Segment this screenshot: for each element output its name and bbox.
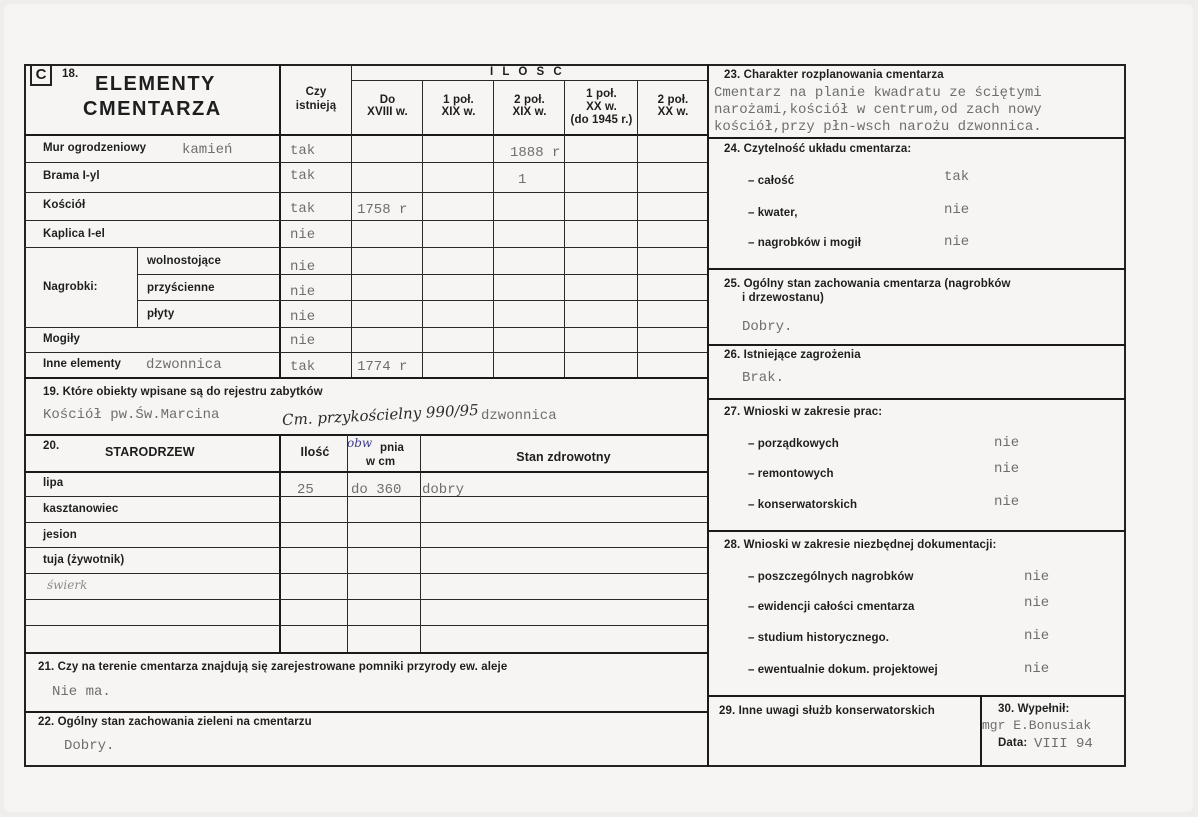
s20-v-1	[279, 434, 281, 652]
s18-num: 18.	[62, 68, 79, 80]
s20-row-kasztanowiec: kasztanowiec	[43, 503, 119, 515]
s18-v-5	[637, 80, 638, 377]
s24-item-3: – nagrobków i mogił	[748, 237, 862, 249]
s25-bottom	[707, 344, 1126, 346]
lipa-pnia: do 360	[351, 482, 402, 498]
s20-row-line	[24, 522, 707, 523]
row-line	[24, 327, 707, 328]
s19-typed-1: Kościół pw.Św.Marcina	[43, 407, 220, 423]
nagrobki-sub-1: wolnostojące	[147, 255, 222, 267]
row-line	[24, 162, 707, 163]
kosciol-czy: tak	[290, 201, 316, 217]
s24-val-2: nie	[944, 202, 970, 218]
kosciol-val: 1758 r	[357, 202, 408, 218]
mur-typed: kamień	[182, 142, 233, 158]
s20-row-line	[24, 547, 707, 548]
s18-title-2: CMENTARZA	[83, 98, 222, 120]
row-label-mur: Mur ogrodzeniowy	[43, 142, 147, 154]
s23-line-2: narożami,kościół w centrum,od zach nowy	[714, 102, 1042, 118]
row-line	[24, 352, 707, 353]
czy-header-1: Czy	[305, 86, 327, 98]
col-header-2: 1 poł. XIX w.	[441, 94, 476, 118]
col-header-4: 1 poł. XX w. (do 1945 r.)	[570, 88, 633, 126]
kaplica-czy: nie	[290, 227, 316, 243]
row-line	[24, 192, 707, 193]
s26-title: 26. Istniejące zagrożenia	[724, 349, 861, 361]
s28-val-1: nie	[1024, 569, 1050, 585]
nagrobki-v	[137, 247, 138, 327]
s28-item-1: – poszczególnych nagrobków	[748, 571, 914, 583]
section-letter: C	[30, 64, 52, 86]
s18-bottom	[24, 377, 707, 379]
s20-extra-handwritten: świerk	[47, 578, 88, 592]
s24-bottom	[707, 268, 1126, 270]
s28-val-2: nie	[1024, 595, 1050, 611]
row-label-mogily: Mogiły	[43, 333, 81, 345]
mur-czy: tak	[290, 143, 316, 159]
s21-title: 21. Czy na terenie cmentarza znajdują się zarejestrowane pomniki przyrody ew. aleje	[38, 661, 508, 673]
s28-val-3: nie	[1024, 628, 1050, 644]
nagrobki-czy-1: nie	[290, 259, 316, 275]
s18-v-4	[564, 80, 565, 377]
nagrobki-czy-2: nie	[290, 284, 316, 300]
s27-item-3: – konserwatorskich	[748, 499, 858, 511]
s19-title: 19. Które obiekty wpisane są do rejestru zabytków	[43, 386, 323, 398]
ilosc-line	[352, 80, 707, 81]
row-label-brama: Brama I-yl	[43, 170, 100, 182]
nagrobki-sub-3: płyty	[147, 308, 175, 320]
s24-val-3: nie	[944, 234, 970, 250]
col-header-1: Do XVIII w.	[367, 94, 408, 118]
s27-title: 27. Wnioski w zakresie prac:	[724, 406, 883, 418]
center-divider	[707, 64, 709, 767]
mogily-czy: nie	[290, 333, 316, 349]
col-header-5: 2 poł. XX w.	[657, 94, 689, 118]
row-line	[137, 300, 707, 301]
s20-stan-header: Stan zdrowotny	[516, 450, 611, 464]
row-label-kosciol: Kościół	[43, 199, 86, 211]
s21-bottom	[24, 711, 707, 713]
s26-bottom	[707, 398, 1126, 400]
s20-v-2	[347, 434, 348, 652]
s20-row-jesion: jesion	[43, 529, 77, 541]
s23-title: 23. Charakter rozplanowania cmentarza	[724, 69, 944, 81]
s18-v-2	[422, 80, 423, 377]
s20-pnia-1: pnia	[380, 442, 405, 454]
s23-bottom	[707, 137, 1126, 139]
s20-bottom	[24, 652, 707, 654]
s26-typed: Brak.	[742, 370, 785, 386]
s28-val-4: nie	[1024, 661, 1050, 677]
s28-item-3: – studium historycznego.	[748, 632, 890, 644]
row-line	[137, 274, 707, 275]
s18-header-bottom	[24, 134, 707, 136]
s24-item-2: – kwater,	[748, 207, 798, 219]
s18-title-1: ELEMENTY	[95, 73, 216, 95]
s28-bottom	[707, 695, 1126, 697]
inne-val: 1774 r	[357, 359, 408, 375]
nagrobki-czy-3: nie	[290, 309, 316, 325]
s19-handwritten: Cm. przykościelny 990/95	[281, 400, 480, 430]
s27-bottom	[707, 530, 1126, 532]
s20-ilosc-header: Ilość	[300, 445, 330, 459]
s25-title-1: 25. Ogólny stan zachowania cmentarza (nagrobków	[724, 278, 1011, 290]
s24-item-1: – całość	[748, 175, 795, 187]
s28-item-4: – ewentualnie dokum. projektowej	[748, 664, 938, 676]
s20-row-line	[24, 625, 707, 626]
brama-czy: tak	[290, 168, 316, 184]
s20-title: STARODRZEW	[105, 445, 195, 459]
s27-val-3: nie	[994, 494, 1020, 510]
row-label-nagrobki: Nagrobki:	[43, 281, 98, 293]
s27-val-2: nie	[994, 461, 1020, 477]
nagrobki-sub-2: przyścienne	[147, 282, 215, 294]
brama-val: 1	[518, 172, 527, 188]
row-label-inne: Inne elementy	[43, 358, 121, 370]
row-line	[24, 220, 707, 221]
s28-item-2: – ewidencji całości cmentarza	[748, 601, 915, 613]
ilosc-header: I L O Ś Ć	[490, 66, 565, 78]
s29-title: 29. Inne uwagi służb konserwatorskich	[719, 705, 935, 717]
s27-item-1: – porządkowych	[748, 438, 839, 450]
s24-title: 24. Czytelność układu cmentarza:	[724, 143, 912, 155]
s27-val-1: nie	[994, 435, 1020, 451]
s28-title: 28. Wnioski w zakresie niezbędnej dokumentacji:	[724, 539, 997, 551]
s30-data-label: Data:	[998, 737, 1028, 749]
s30-title: 30. Wypełnił:	[998, 703, 1070, 715]
mur-val: 1888 r	[510, 145, 561, 161]
s21-typed: Nie ma.	[52, 684, 111, 700]
s20-row-tuja: tuja (żywotnik)	[43, 554, 125, 566]
lipa-ilosc: 25	[297, 482, 314, 498]
s20-pnia-2: w cm	[366, 456, 396, 468]
czy-header-2: istnieją	[295, 100, 337, 112]
inne-czy: tak	[290, 359, 316, 375]
s25-title-2: i drzewostanu)	[742, 292, 824, 304]
inne-typed: dzwonnica	[146, 357, 222, 373]
s20-num: 20.	[43, 440, 60, 452]
lipa-stan: dobry	[422, 482, 465, 498]
s30-name: mgr E.Bonusiak	[982, 718, 1092, 733]
s22-typed: Dobry.	[64, 738, 115, 754]
col-header-3: 2 poł. XIX w.	[512, 94, 547, 118]
s22-title: 22. Ogólny stan zachowania zieleni na cmentarzu	[38, 716, 312, 728]
s27-item-2: – remontowych	[748, 468, 834, 480]
row-line	[24, 247, 707, 248]
row-label-kaplica: Kaplica I-el	[43, 228, 105, 240]
s20-row-line	[24, 599, 707, 600]
s19-typed-2: dzwonnica	[481, 408, 557, 424]
s24-val-1: tak	[944, 169, 970, 185]
s20-header-bottom	[24, 471, 707, 473]
s18-v-3	[493, 80, 494, 377]
s20-v-3	[420, 434, 421, 652]
s20-obw-handwritten: obw	[347, 436, 373, 450]
s23-line-3: kościół,przy płn-wsch narożu dzwonnica.	[714, 119, 1042, 135]
s20-row-lipa: lipa	[43, 477, 64, 489]
s30-date: VIII 94	[1034, 736, 1093, 752]
s25-typed: Dobry.	[742, 319, 793, 335]
s20-row-line	[24, 573, 707, 574]
s23-line-1: Cmentarz na planie kwadratu ze ściętymi	[714, 85, 1042, 101]
